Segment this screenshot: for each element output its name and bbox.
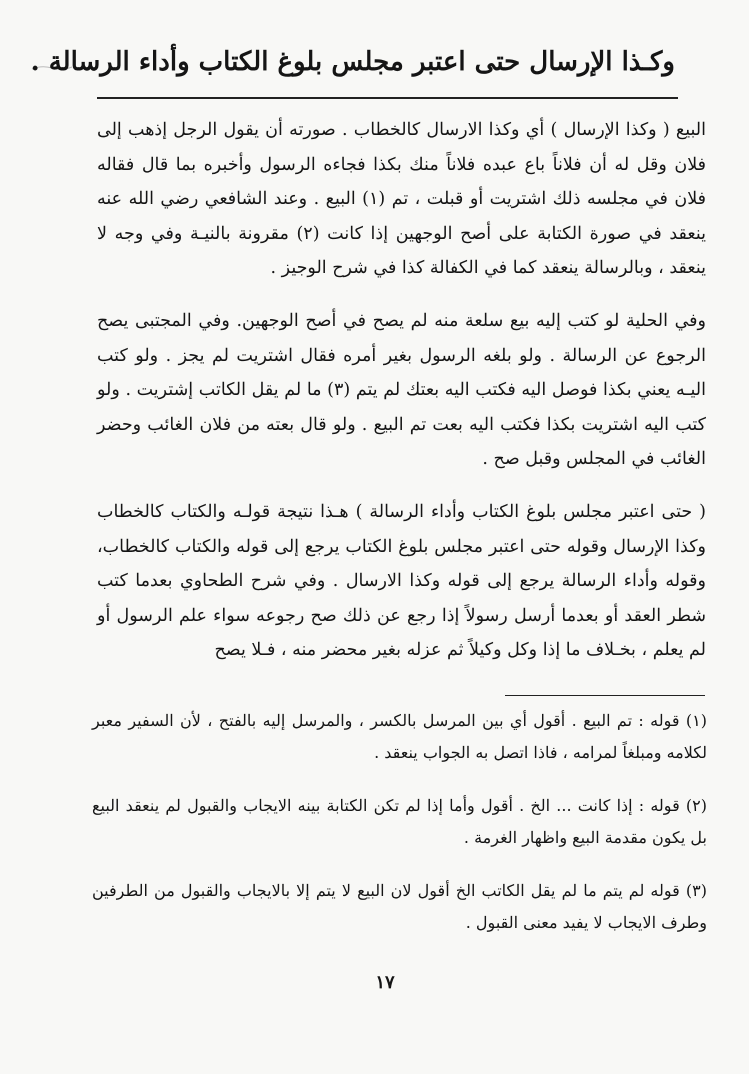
footnotes <box>92 705 707 960</box>
footnote: (١) قوله : تم البيع . أقول أي بين المرسل بالكسر ، والمرسل إليه بالفتح ، لأن السفير معبر لكلامه ومبلغاً لمرامه ، فاذا اتصل به الجواب ينعقد . <box>92 711 707 762</box>
body-paragraph: ( حتى اعتبر مجلس بلوغ الكتاب وأداء الرسالة ) هـذا نتيجة قولـه والكتاب كالخطاب وكذا الإرسال وقوله حتى اعتبر مجلس بلوغ الكتاب يرجع إلى قوله والكتاب كالخطاب، وقوله وأداء الرسالة يرجع إلى قوله وكذا الارسال . وفي شرح الطحاوي بعدما كتب شطر العقد أو بعدما أرسل رسولاً إذا رجع عن ذلك صح رجوعه سواء علم الرسول أو لم يعلم ، بخـلاف ما إذا وكل وكيلاً ثم عزله بغير محضر منه ، فـلا يصح <box>97 501 706 661</box>
page-number: ١٧ <box>375 972 395 993</box>
footnote: (٢) قوله : إذا كانت ... الخ . أقول وأما إذا لم تكن الكتابة بينه الايجاب والقبول لم ينعقد البيع بل يكون مقدمة البيع واظهار الغرمة . <box>92 796 707 847</box>
body-paragraph: البيع ( وكذا الإرسال ) أي وكذا الارسال كالخطاب . صورته أن يقول الرجل إذهب إلى فلان وقل له أن فلاناً باع عبده فلاناً منك بكذا فجاءه الرسول وأخبره بما قال فقاله فلان في مجلسه ذلك اشتريت أو قبلت ، تم (١) البيع . وعند الشافعي رضي الله عنه ينعقد في صورة الكتابة على أصح الوجهين إذا كانت (٢) مقرونة بالنيـة وفي وجه لا ينعقد ، وبالرسالة ينعقد كما في الكفالة كذا في شرح الوجيز . <box>97 120 706 279</box>
footnote-separator <box>505 695 705 696</box>
header-rule <box>97 97 678 99</box>
body-paragraph: وفي الحلية لو كتب إليه بيع سلعة منه لم يصح في أصح الوجهين. وفي المجتبى يصح الرجوع عن الرسالة . ولو بلغه الرسول بغير أمره فقال اشتريت لم يجز . ولو كتب اليـه يعني بكذا فوصل اليه فكتب اليه بعتك لم يتم (٣) ما لم يقل الكاتب إشتريت . ولو كتب اليه اشتريت بكذا فكتب اليه بعت تم البيع . ولو قال بعته من فلان الغائب وحضر الغائب في المجلس وقبل صح . <box>97 310 706 470</box>
running-header: وكـذا الإرسال حتى اعتبر مجلس بلوغ الكتاب وأداء الرسالة . <box>30 47 675 77</box>
footnote: (٣) قوله لم يتم ما لم يقل الكاتب الخ أقول لان البيع لا يتم إلا بالايجاب والقبول من الطرفين وطرف الايجاب لا يفيد معنى القبول . <box>92 881 707 932</box>
main-text <box>97 113 706 668</box>
